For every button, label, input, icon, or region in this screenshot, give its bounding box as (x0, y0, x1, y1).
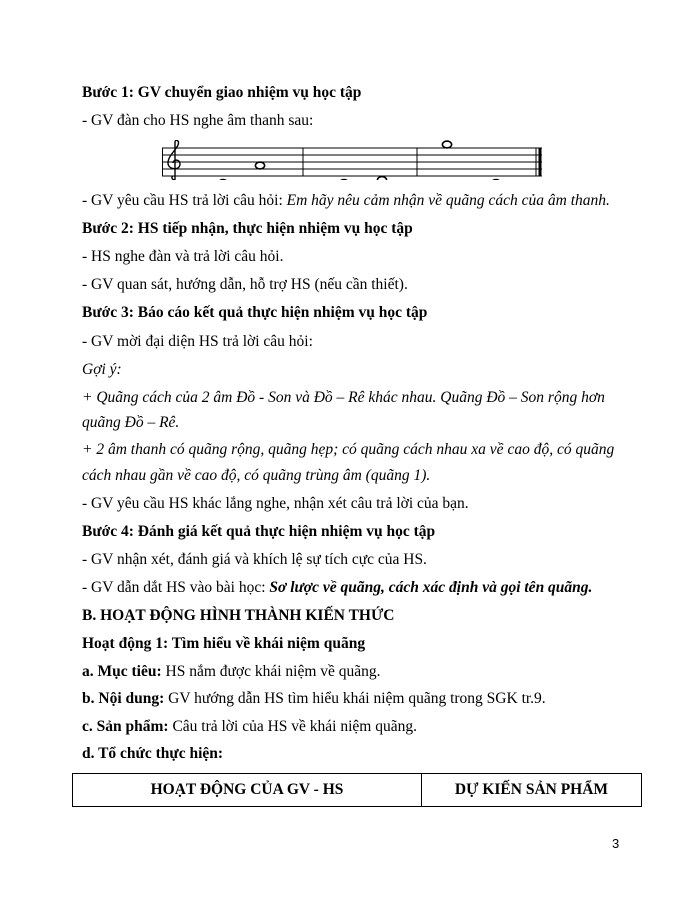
whole-note-re (377, 177, 386, 180)
activity1-content: b. Nội dung: GV hướng dẫn HS tìm hiểu khái niệm quãng trong SGK tr.9. (82, 690, 546, 707)
step3-title: Bước 3: Báo cáo kết quả thực hiện nhiệm vụ học tập (82, 304, 428, 321)
step4-line2: - GV dẫn dắt HS vào bài học: Sơ lược về quãng, cách xác định và gọi tên quãng. (82, 579, 593, 596)
table-header-teacher-student: HOẠT ĐỘNG CỦA GV - HS (73, 774, 422, 806)
activity-table-header (72, 773, 642, 807)
whole-note-do-high (442, 141, 451, 148)
staff-lines (162, 148, 542, 176)
step3-answer1-line1: + Quãng cách của 2 âm Đồ - Son và Đồ – Rê khác nhau. Quãng Đồ – Son rộng hơn (82, 389, 605, 406)
step1-line1: - GV đàn cho HS nghe âm thanh sau: (82, 112, 314, 129)
step3-answer2-line1: + 2 âm thanh có quãng rộng, quãng hẹp; có quãng cách nhau xa về cao độ, có quãng (82, 441, 615, 458)
step3-line2: - GV yêu cầu HS khác lắng nghe, nhận xét câu trả lời của bạn. (82, 495, 469, 512)
step3-answer2-line2: cách nhau gần về cao độ, có quãng trùng âm (quãng 1). (82, 467, 431, 484)
activity1-goal: a. Mục tiêu: HS nắm được khái niệm về quãng. (82, 663, 381, 680)
section-b-heading: B. HOẠT ĐỘNG HÌNH THÀNH KIẾN THỨC (82, 607, 395, 624)
step3-hint: Gợi ý: (82, 361, 122, 378)
step1-title: Bước 1: GV chuyển giao nhiệm vụ học tập (82, 84, 362, 101)
table-header-expected-product: DỰ KIẾN SẢN PHẨM (454, 781, 609, 798)
music-staff (162, 140, 542, 180)
step4-title: Bước 4: Đánh giá kết quả thực hiện nhiệm vụ học tập (82, 523, 436, 540)
page-number: 3 (612, 836, 620, 851)
step2-line2: - GV quan sát, hướng dẫn, hỗ trợ HS (nếu cần thiết). (82, 276, 408, 293)
activity1-product: c. Sản phẩm: Câu trả lời của HS về khái niệm quãng. (82, 718, 417, 735)
step3-line1: - GV mời đại diện HS trả lời câu hỏi: (82, 333, 313, 350)
step2-line1: - HS nghe đàn và trả lời câu hỏi. (82, 248, 284, 265)
step1-line2: - GV yêu cầu HS trả lời câu hỏi: Em hãy nêu cảm nhận về quãng cách của âm thanh. (82, 192, 610, 209)
step2-title: Bước 2: HS tiếp nhận, thực hiện nhiệm vụ học tập (82, 220, 413, 237)
step4-line1: - GV nhận xét, đánh giá và khích lệ sự tích cực của HS. (82, 551, 427, 568)
activity1-organization: d. Tổ chức thực hiện: (82, 745, 224, 762)
activity1-title: Hoạt động 1: Tìm hiểu về khái niệm quãng (82, 635, 366, 652)
step3-answer1-line2: quãng Đồ – Rê. (82, 414, 180, 431)
whole-note-sol (255, 162, 264, 169)
treble-clef-icon (168, 140, 180, 180)
